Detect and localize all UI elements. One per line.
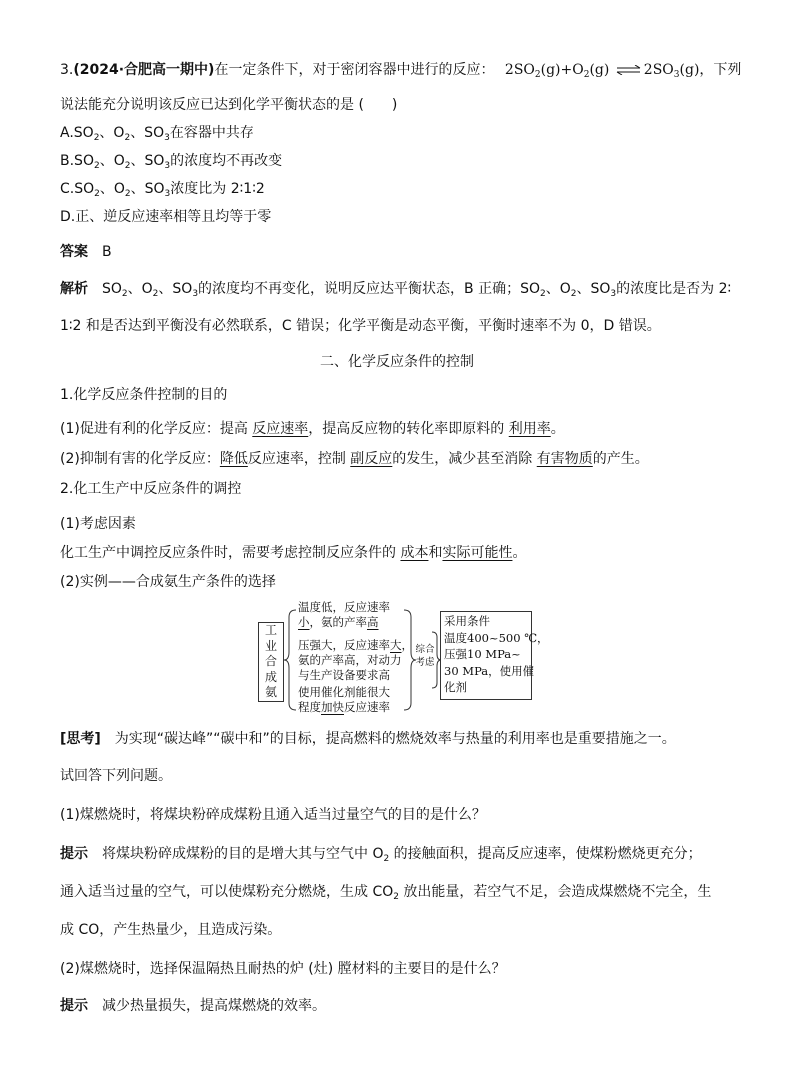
subscript: 2 — [152, 289, 159, 299]
mid-label — [414, 643, 436, 669]
analysis-text: 、O — [127, 281, 153, 297]
question-number: 3. — [60, 62, 74, 78]
paragraph-1 — [60, 419, 565, 439]
left-char: 合 — [264, 654, 277, 668]
reaction-part: (g)，下列 — [679, 62, 742, 78]
branch-3 — [298, 685, 390, 715]
think-line-1 — [60, 729, 676, 749]
question-3-stem-continued: 说法能充分说明该反应已达到化学平衡状态的是 ( ) — [60, 97, 398, 113]
section-title: 二、化学反应条件的控制 — [320, 354, 474, 370]
text: (2)抑制有害的化学反应： — [60, 451, 220, 467]
subscript: 2 — [124, 161, 131, 171]
blank-answer: 反应速率 — [252, 421, 309, 437]
branch-text: 压强大，反应速率 — [298, 638, 390, 652]
paragraph-2 — [60, 449, 649, 469]
blank-answer: 加快 — [321, 700, 344, 714]
option-a — [60, 123, 254, 143]
subscript: 2 — [393, 892, 399, 902]
analysis-text: 、O — [545, 281, 571, 297]
hint-1-line-1 — [60, 844, 702, 864]
left-char: 业 — [264, 638, 277, 653]
left-box-text — [258, 623, 284, 701]
paragraph-5: (2)实例——合成氨生产条件的选择 — [60, 574, 276, 590]
blank-answer: 高 — [367, 615, 379, 629]
option-text: 、O — [99, 181, 125, 197]
hint-label: 提示 — [60, 998, 88, 1014]
subscript: 3 — [673, 70, 680, 80]
option-text: 、O — [99, 125, 125, 141]
hint-2 — [60, 996, 326, 1016]
analysis-text: 、SO — [576, 281, 611, 297]
hint-text: 放出能量，若空气不足，会造成煤燃烧不完全，生 — [398, 884, 712, 900]
option-text: C.SO — [60, 181, 95, 197]
text: (1)促进有利的化学反应：提高 — [60, 421, 253, 437]
think-question-1: (1)煤燃烧时，将煤块粉碎成煤粉且通入适当过量空气的目的是什么？ — [60, 807, 486, 823]
branch-text: ，氨的产率 — [309, 615, 367, 629]
branch-text: 使用催化剂能很大 — [298, 685, 390, 699]
reaction-equation — [505, 62, 742, 78]
branch-text: 与生产设备要求高 — [298, 668, 390, 682]
blank-answer: 有害物质 — [536, 451, 593, 467]
right-text: 化剂 — [444, 680, 467, 694]
answer-line — [60, 242, 112, 262]
analysis-text: SO — [102, 281, 122, 297]
subscript: 3 — [164, 133, 170, 143]
hint-1-line-3: 成 CO，产生热量少，且造成污染。 — [60, 922, 282, 938]
reaction-part: (g)+O — [540, 62, 584, 78]
right-text: 温度400~500 ℃， — [444, 630, 549, 645]
blank-answer: 副反应 — [350, 451, 393, 467]
hint-1-line-2 — [60, 882, 711, 902]
branch-text: 温度低，反应速率 — [298, 600, 390, 614]
option-text: 、SO — [130, 181, 165, 197]
branch-1 — [298, 600, 390, 630]
branch-text — [298, 615, 390, 630]
think-text: 为实现“碳达峰”“碳中和”的目标，提高燃料的燃烧效率与热量的利用率也是重要措施之一。 — [114, 731, 676, 747]
answer-label: 答案 — [60, 244, 88, 260]
hint-text: 将煤块粉碎成煤粉的目的是增大其与空气中 O — [102, 846, 384, 862]
blank-answer: 大 — [390, 638, 402, 652]
branch-text: 反应速率 — [344, 700, 390, 714]
text: ，提高反应物的转化率即原料的 — [308, 421, 509, 437]
subscript: 3 — [192, 289, 199, 299]
option-text: 、SO — [130, 125, 165, 141]
subscript: 2 — [93, 133, 100, 143]
option-b — [60, 151, 282, 171]
hint-text: 的接触面积，提高反应速率，使煤粉燃烧更充分； — [389, 846, 702, 862]
left-char: 工 — [264, 623, 277, 637]
analysis-text: 、SO — [158, 281, 193, 297]
analysis-label: 解析 — [60, 281, 88, 297]
text: 化工生产中调控反应条件时，需要考虑控制反应条件的 — [60, 545, 401, 561]
option-text: A.SO — [60, 125, 94, 141]
reaction-part: (g) — [589, 62, 610, 78]
subscript: 2 — [534, 70, 541, 80]
paragraph-3: (1)考虑因素 — [60, 516, 136, 532]
option-c — [60, 179, 265, 199]
branch-2 — [298, 638, 413, 683]
hint-label: 提示 — [60, 846, 88, 862]
subscript: 2 — [124, 133, 131, 143]
subscript: 3 — [164, 189, 171, 199]
right-box-text — [444, 613, 549, 696]
text: 的发生，减少甚至消除 — [392, 451, 537, 467]
question-source: (2024·合肥高一期中) — [73, 62, 215, 78]
text: 反应速率，控制 — [247, 451, 351, 467]
option-text: B.SO — [60, 153, 94, 169]
heading-2: 2.化工生产中反应条件的调控 — [60, 481, 242, 497]
option-text: 在容器中共存 — [169, 125, 254, 141]
subscript: 2 — [540, 289, 546, 299]
subscript: 2 — [570, 289, 577, 299]
subscript: 2 — [121, 289, 128, 299]
subscript: 2 — [583, 70, 590, 80]
heading-1: 1.化学反应条件控制的目的 — [60, 387, 228, 403]
subscript: 2 — [383, 854, 390, 864]
think-line-2: 试回答下列问题。 — [60, 768, 172, 784]
subscript: 3 — [610, 289, 617, 299]
text: 和 — [428, 545, 443, 561]
right-text: 压强10 MPa~ — [444, 647, 521, 661]
branch-text — [298, 638, 413, 653]
option-text: 、O — [99, 153, 125, 169]
left-char: 氨 — [264, 685, 277, 699]
right-text: 30 MPa，使用催 — [444, 663, 535, 678]
hint-text: 通入适当过量的空气，可以使煤粉充分燃烧，生成 CO — [60, 884, 394, 900]
subscript: 2 — [94, 189, 100, 199]
question-3-stem — [60, 60, 741, 80]
analysis-line-2: 1∶2 和是否达到平衡没有必然联系，C 错误；化学平衡是动态平衡，平衡时速率不为 0，D 错误。 — [60, 318, 661, 334]
analysis-text: 的浓度均不再变化，说明反应达平衡状态，B 正确；SO — [198, 281, 541, 297]
reaction-part: 2SO — [504, 62, 535, 78]
option-d: D.正、逆反应速率相等且均等于零 — [60, 209, 272, 225]
text: 。 — [512, 545, 527, 561]
text: 的产生。 — [592, 451, 649, 467]
blank-answer: 实际可能性 — [442, 545, 513, 561]
hint-text: 减少热量损失，提高煤燃烧的效率。 — [102, 998, 326, 1014]
right-text: 采用条件 — [444, 614, 490, 628]
option-text: 的浓度均不再改变 — [170, 153, 283, 169]
subscript: 2 — [93, 161, 100, 171]
reaction-part: 2SO — [643, 62, 674, 78]
left-char: 成 — [264, 669, 277, 684]
analysis-line-1 — [60, 279, 731, 299]
think-question-2: (2)煤燃烧时，选择保温隔热且耐热的炉 (灶) 膛材料的主要目的是什么？ — [60, 961, 506, 977]
subscript: 3 — [164, 161, 171, 171]
branch-text: ， — [401, 638, 413, 652]
blank-answer: 小 — [298, 615, 310, 629]
mid-text: 考虑 — [415, 657, 435, 668]
branch-text: 程度 — [298, 700, 321, 714]
blank-answer: 利用率 — [508, 421, 551, 437]
branch-text — [298, 700, 390, 715]
paragraph-4 — [60, 543, 526, 563]
branch-text: 氨的产率高，对动力 — [298, 653, 402, 667]
option-text: 、SO — [130, 153, 165, 169]
analysis-text: 的浓度比是否为 2∶ — [616, 281, 732, 297]
subscript: 2 — [124, 189, 131, 199]
option-text: 浓度比为 2∶1∶2 — [170, 181, 265, 197]
equilibrium-arrow-icon — [616, 65, 642, 75]
mid-text: 综合 — [415, 644, 435, 655]
text: 。 — [550, 421, 565, 437]
blank-answer: 成本 — [400, 545, 429, 561]
think-label: [思考] — [60, 731, 101, 747]
answer-value: B — [102, 244, 112, 260]
blank-answer: 降低 — [219, 451, 248, 467]
question-stem: 在一定条件下，对于密闭容器中进行的反应： — [214, 62, 495, 78]
